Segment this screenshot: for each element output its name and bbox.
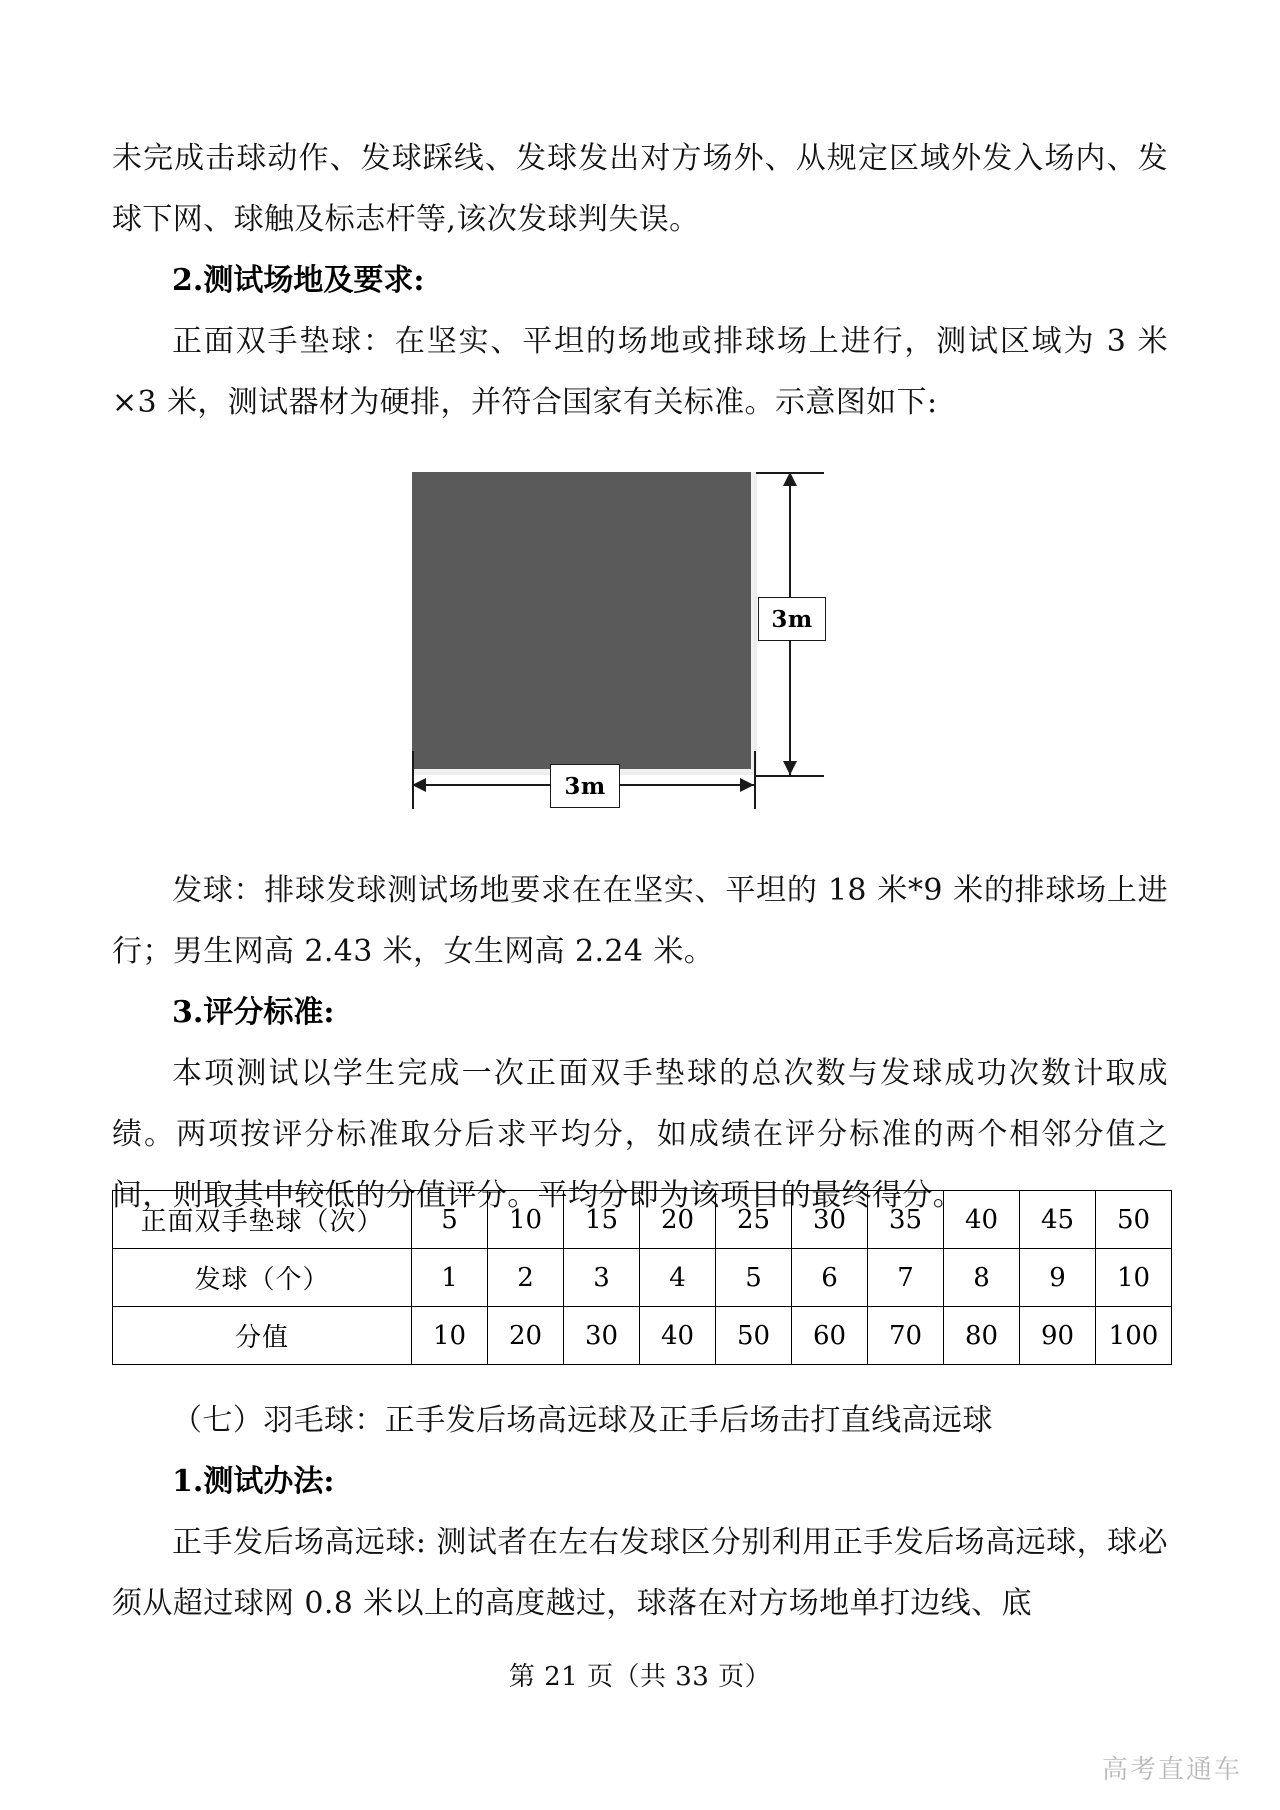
scoring-standard-table: [112, 1190, 1172, 1365]
table-row: [113, 1307, 1172, 1365]
arrow-down-icon: [783, 761, 797, 775]
table-cell: 20: [488, 1307, 564, 1365]
table-cell: 3: [564, 1249, 640, 1307]
paragraph-test-method: [112, 1512, 1168, 1634]
paragraph-text: 本项测试以学生完成一次正面双手垫球的总次数与发球成功次数计取成绩。两项按评分标准取分后求平均分，如成绩在评分标准的两个相邻分值之间，则取其中较低的分值评分。平均分即为该项目的最终得分。: [112, 1056, 1168, 1213]
table-cell: 50: [1096, 1191, 1172, 1249]
heading-scoring-standard: [112, 982, 1168, 1043]
table-cell: 15: [564, 1191, 640, 1249]
heading-venue-requirements: [112, 250, 1168, 311]
paragraph-badminton-title: [112, 1390, 1168, 1451]
table-cell: 10: [488, 1191, 564, 1249]
table-cell: 9: [1020, 1249, 1096, 1307]
row-header-cell: 发球（个）: [113, 1249, 412, 1307]
table-cell: 100: [1096, 1307, 1172, 1365]
court-diagram: [112, 455, 1168, 810]
watermark: 高考直通车: [1101, 1755, 1242, 1785]
table-cell: 80: [944, 1307, 1020, 1365]
row-header-cell: 分值: [113, 1307, 412, 1365]
table-cell: 10: [412, 1307, 488, 1365]
vertical-dimension-label: 3m: [758, 597, 826, 641]
row-header-cell: 正面双手垫球（次）: [113, 1191, 412, 1249]
paragraph-text: 正面双手垫球：在坚实、平坦的场地或排球场上进行，测试区域为 3 米×3 米，测试器材为硬排，并符合国家有关标准。示意图如下:: [112, 324, 1168, 420]
arrow-up-icon: [783, 472, 797, 486]
heading-test-method: [112, 1451, 1168, 1512]
paragraph-serve-venue: [112, 860, 1168, 982]
heading-text: 1.测试办法:: [172, 1464, 335, 1499]
page-footer: 第 21 页（共 33 页）: [508, 1662, 772, 1692]
paragraph-text: 正手发后场高远球: 测试者在左右发球区分别利用正手发后场高远球，球必须从超过球网 0.8 米以上的高度越过，球落在对方场地单打边线、底: [112, 1525, 1168, 1621]
arrow-left-icon: [412, 778, 426, 792]
table-cell: 8: [944, 1249, 1020, 1307]
paragraph-venue: [112, 311, 1168, 433]
table-cell: 35: [868, 1191, 944, 1249]
horizontal-dimension-label: 3m: [550, 764, 620, 808]
table-cell: 5: [716, 1249, 792, 1307]
paragraph-text: 未完成击球动作、发球踩线、发球发出对方场外、从规定区域外发入场内、发球下网、球触及标志杆等,该次发球判失误。: [112, 141, 1168, 237]
table-cell: 30: [564, 1307, 640, 1365]
court-area-rectangle: [412, 472, 757, 775]
table-cell: 90: [1020, 1307, 1096, 1365]
vertical-extension-line-bottom: [756, 775, 824, 777]
paragraph-text: 发球：排球发球测试场地要求在在坚实、平坦的 18 米*9 米的排球场上进行；男生网高 2.43 米，女生网高 2.24 米。: [112, 873, 1168, 969]
table-cell: 60: [792, 1307, 868, 1365]
table-cell: 1: [412, 1249, 488, 1307]
page-content: [112, 0, 1168, 1810]
table-cell: 2: [488, 1249, 564, 1307]
table-cell: 45: [1020, 1191, 1096, 1249]
heading-text: 3.评分标准:: [172, 995, 335, 1030]
paragraph-text: （七）羽毛球：正手发后场高远球及正手后场击打直线高远球: [172, 1403, 993, 1438]
heading-text: 2.测试场地及要求:: [172, 263, 425, 298]
paragraph-serve-fault: [112, 128, 1168, 250]
table-cell: 5: [412, 1191, 488, 1249]
table-body: [113, 1191, 1172, 1365]
table-cell: 6: [792, 1249, 868, 1307]
table-row: [113, 1249, 1172, 1307]
table-cell: 50: [716, 1307, 792, 1365]
horizontal-extension-line-right: [754, 751, 756, 809]
table-row: [113, 1191, 1172, 1249]
table-cell: 7: [868, 1249, 944, 1307]
table-cell: 70: [868, 1307, 944, 1365]
table-cell: 20: [640, 1191, 716, 1249]
arrow-right-icon: [740, 778, 754, 792]
table-cell: 4: [640, 1249, 716, 1307]
table-cell: 25: [716, 1191, 792, 1249]
table-cell: 40: [640, 1307, 716, 1365]
table-cell: 40: [944, 1191, 1020, 1249]
table-cell: 30: [792, 1191, 868, 1249]
table-cell: 10: [1096, 1249, 1172, 1307]
